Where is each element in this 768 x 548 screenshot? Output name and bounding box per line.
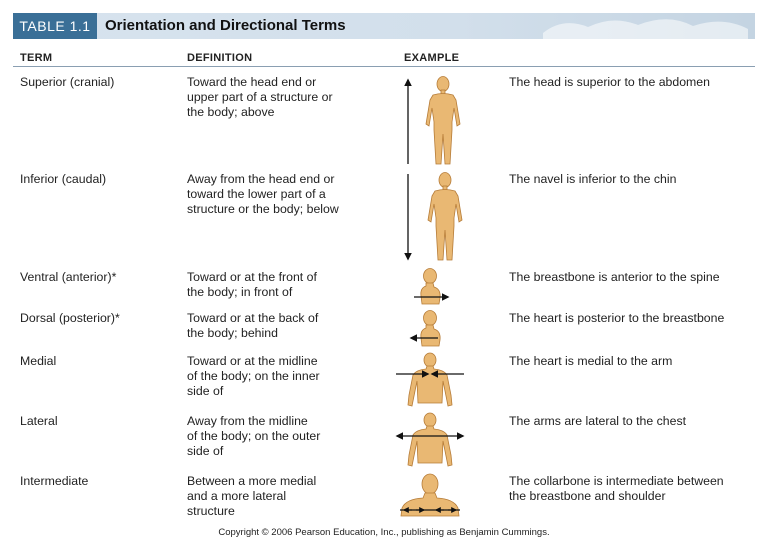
table-title: Orientation and Directional Terms xyxy=(105,17,346,34)
example-dorsal: The heart is posterior to the breastbone xyxy=(509,311,725,325)
cloud-decoration xyxy=(533,13,755,39)
column-header-term: TERM xyxy=(20,52,53,64)
torso-icon xyxy=(408,353,452,406)
term-superior: Superior (cranial) xyxy=(20,75,115,89)
inferior-figure xyxy=(398,170,478,264)
side-bust-icon xyxy=(421,269,440,305)
table-number: TABLE 1.1 xyxy=(13,13,97,39)
ventral-figure xyxy=(408,266,452,306)
column-header-definition: DEFINITION xyxy=(187,52,253,64)
standing-body-icon xyxy=(426,77,460,165)
definition-inferior: Away from the head end or toward the lower part of a structure or the body; below xyxy=(187,172,339,216)
definition-superior: Toward the head end or upper part of a structure or the body; above xyxy=(187,75,333,119)
definition-medial: Toward or at the midline of the body; on the inner side of xyxy=(187,354,320,398)
column-header-example: EXAMPLE xyxy=(404,52,460,64)
copyright-notice: Copyright © 2006 Pearson Education, Inc., publishing as Benjamin Cummings. xyxy=(218,527,550,538)
definition-lateral: Away from the midline of the body; on the outer side of xyxy=(187,414,321,458)
header-divider xyxy=(13,66,755,67)
medial-figure xyxy=(394,351,466,409)
term-medial: Medial xyxy=(20,354,57,368)
example-ventral: The breastbone is anterior to the spine xyxy=(509,270,720,284)
example-superior: The head is superior to the abdomen xyxy=(509,75,710,89)
example-lateral: The arms are lateral to the chest xyxy=(509,414,687,428)
torso-icon xyxy=(408,413,452,466)
definition-intermediate: Between a more medial and a more lateral structure xyxy=(187,474,317,518)
standing-body-icon xyxy=(428,173,462,261)
term-inferior: Inferior (caudal) xyxy=(20,172,107,186)
term-intermediate: Intermediate xyxy=(20,474,89,488)
example-inferior: The navel is inferior to the chin xyxy=(509,172,677,186)
example-medial: The heart is medial to the arm xyxy=(509,354,673,368)
intermediate-figure xyxy=(396,472,464,518)
definition-ventral: Toward or at the front of the body; in front of xyxy=(187,270,317,299)
side-bust-icon xyxy=(421,311,440,347)
dorsal-figure xyxy=(408,308,452,348)
lateral-figure xyxy=(394,411,466,469)
table-title-bar xyxy=(13,13,755,39)
term-lateral: Lateral xyxy=(20,414,58,428)
term-ventral: Ventral (anterior)* xyxy=(20,270,117,284)
superior-figure xyxy=(398,74,478,168)
term-dorsal: Dorsal (posterior)* xyxy=(20,311,120,325)
definition-dorsal: Toward or at the back of the body; behind xyxy=(187,311,319,340)
example-intermediate: The collarbone is intermediate between the breastbone and shoulder xyxy=(509,474,724,503)
